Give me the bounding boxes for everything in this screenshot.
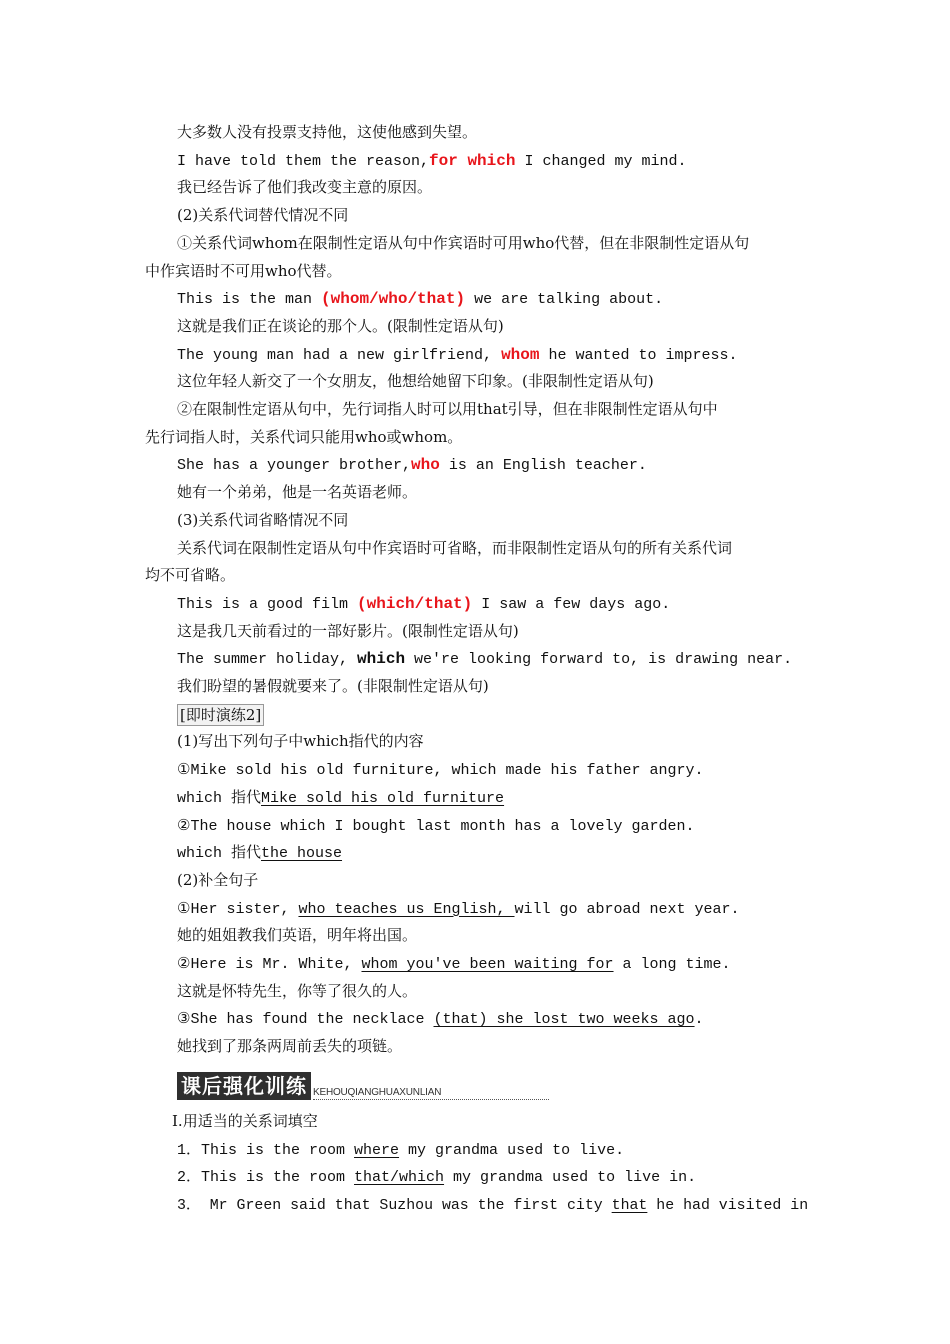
lines-line — [145, 565, 235, 587]
text-segment: which 指代 — [177, 845, 262, 863]
text-line: 中作宾语时不可用who代替。 — [145, 261, 342, 280]
answer-blank: who teaches us English, — [298, 900, 515, 918]
text-line: [即时演练2] — [177, 704, 264, 726]
text-segment: a long time. — [613, 956, 731, 973]
text-segment: 1．This is the room — [177, 1141, 355, 1159]
text-line: ②The house which I bought last month has a lovely garden. — [177, 817, 695, 835]
text-line: 先行词指人时，关系代词只能用who或whom。 — [145, 427, 463, 446]
lines-line — [177, 371, 654, 393]
lines-line — [177, 150, 687, 172]
lines-line — [177, 731, 424, 753]
text-line: 她的姐姐教我们英语，明年将出国。 — [177, 926, 418, 945]
lines-line — [177, 233, 749, 255]
exercise-line — [177, 1194, 808, 1216]
exercise-line — [177, 1166, 696, 1188]
lines-line — [177, 676, 489, 698]
lines-line — [145, 261, 342, 283]
text-line: 这是我几天前看过的一部好影片。(限制性定语从句) — [177, 621, 519, 640]
text-line: ①Mike sold his old furniture, which made his father angry. — [177, 762, 704, 780]
text-segment: will go abroad next year. — [514, 900, 740, 918]
lines-line — [177, 870, 258, 892]
answer-highlight: for which — [429, 151, 516, 170]
lines-line — [177, 1008, 704, 1030]
section-banner — [177, 1072, 549, 1100]
text-segment: which 指代 — [177, 789, 262, 807]
text-segment: I changed my mind. — [515, 152, 687, 170]
text-segment: . — [694, 1011, 704, 1029]
answer-highlight: (whom/who/that) — [321, 290, 466, 309]
lines-line — [177, 482, 417, 504]
lines-line — [177, 122, 477, 144]
lines-line — [177, 399, 718, 421]
text-line: (2)补全句子 — [177, 870, 259, 889]
lines-line — [177, 344, 738, 366]
text-segment: I have told them the reason, — [177, 152, 430, 170]
lines-line — [177, 593, 670, 615]
lines-line — [177, 953, 731, 975]
lines-line — [177, 759, 704, 781]
text-segment: 2．This is the room — [177, 1169, 355, 1187]
lines-line — [177, 648, 792, 670]
text-segment: I saw a few days ago. — [472, 595, 671, 613]
text-line: (1)写出下列句子中which指代的内容 — [177, 732, 424, 751]
lines-line — [177, 1036, 402, 1058]
exercise-line — [172, 1111, 318, 1133]
text-segment: my grandma used to live. — [399, 1141, 625, 1159]
text-line: 这就是怀特先生，你等了很久的人。 — [177, 981, 418, 1000]
text-segment: ②Here is Mr. White, — [177, 956, 362, 973]
text-segment: The summer holiday, — [177, 651, 358, 669]
text-segment: he wanted to impress. — [539, 346, 738, 364]
lines-line — [177, 815, 695, 837]
text-segment: he had visited in — [647, 1197, 809, 1215]
text-segment: ①Her sister, — [177, 900, 299, 918]
answer-blank: (that) she lost two weeks ago — [433, 1011, 695, 1029]
text-line: 这位年轻人新交了一个女朋友，他想给她留下印象。(非限制性定语从句) — [177, 372, 654, 391]
exercise-line — [177, 1139, 624, 1161]
text-line: ②在限制性定语从句中，先行词指人时可以用that引导，但在非限制性定语从句中 — [177, 400, 718, 418]
lines-line — [177, 454, 647, 476]
text-line: 均不可省略。 — [145, 566, 236, 585]
lines-line — [177, 925, 417, 947]
lines-line — [177, 704, 264, 726]
text-line: Ⅰ.用适当的关系词填空 — [172, 1112, 318, 1130]
lines-line — [177, 288, 663, 310]
text-segment: The young man had a new girlfriend, — [177, 346, 502, 364]
answer-highlight: (which/that) — [357, 594, 473, 613]
answer-blank: whom you've been waiting for — [361, 956, 614, 973]
text-segment: ③She has found the necklace — [177, 1011, 434, 1029]
text-line: 大多数人没有投票支持他，这使他感到失望。 — [177, 123, 478, 141]
text-line: 关系代词在限制性定语从句中作宾语时可省略，而非限制性定语从句的所有关系代词 — [177, 538, 733, 557]
lines-line — [177, 787, 504, 809]
answer-blank: the house — [261, 845, 343, 863]
text-line: ①关系代词whom在限制性定语从句中作宾语时可用who代替，但在非限制性定语从句 — [177, 233, 750, 252]
text-segment: we are talking about. — [465, 291, 664, 309]
banner-title: 课后强化训练 — [177, 1072, 311, 1100]
lines-line — [177, 842, 342, 864]
lines-line — [177, 898, 740, 920]
answer-blank: Mike sold his old furniture — [261, 789, 505, 807]
lines-line — [177, 621, 519, 643]
text-line: 我已经告诉了他们我改变主意的原因。 — [177, 178, 433, 197]
lines-line — [177, 177, 432, 199]
answer-blank: where — [354, 1141, 400, 1159]
text-line: 这就是我们正在谈论的那个人。(限制性定语从句) — [177, 316, 504, 335]
text-line: 她有一个弟弟，他是一名英语老师。 — [177, 483, 418, 502]
answer-highlight: whom — [501, 345, 540, 364]
answer-blank: that — [611, 1197, 648, 1215]
lines-line — [177, 538, 732, 560]
text-line: 她找到了那条两周前丢失的项链。 — [177, 1037, 403, 1056]
lines-line — [177, 981, 417, 1003]
text-segment: we're looking forward to, is drawing near. — [405, 651, 793, 669]
lines-line — [177, 205, 348, 227]
text-segment: 3． Mr Green said that Suzhou was the first city — [177, 1197, 612, 1215]
lines-line — [177, 316, 504, 338]
text-segment: She has a younger brother, — [177, 457, 412, 475]
lines-line — [177, 510, 348, 532]
text-segment: my grandma used to live in. — [444, 1169, 697, 1187]
text-line: (3)关系代词省略情况不同 — [177, 510, 349, 529]
answer-blank: that/which — [354, 1169, 445, 1187]
text-line: (2)关系代词替代情况不同 — [177, 206, 349, 225]
answer-highlight: who — [411, 456, 440, 475]
text-segment: This is a good film — [177, 595, 358, 613]
lines-line — [145, 427, 462, 449]
text-segment: This is the man — [177, 291, 322, 309]
banner-subtitle: KEHOUQIANGHUAXUNLIAN — [313, 1087, 549, 1100]
text-line: 我们盼望的暑假就要来了。(非限制性定语从句) — [177, 677, 489, 695]
text-segment: is an English teacher. — [439, 457, 647, 475]
keyword-bold: which — [357, 650, 406, 669]
